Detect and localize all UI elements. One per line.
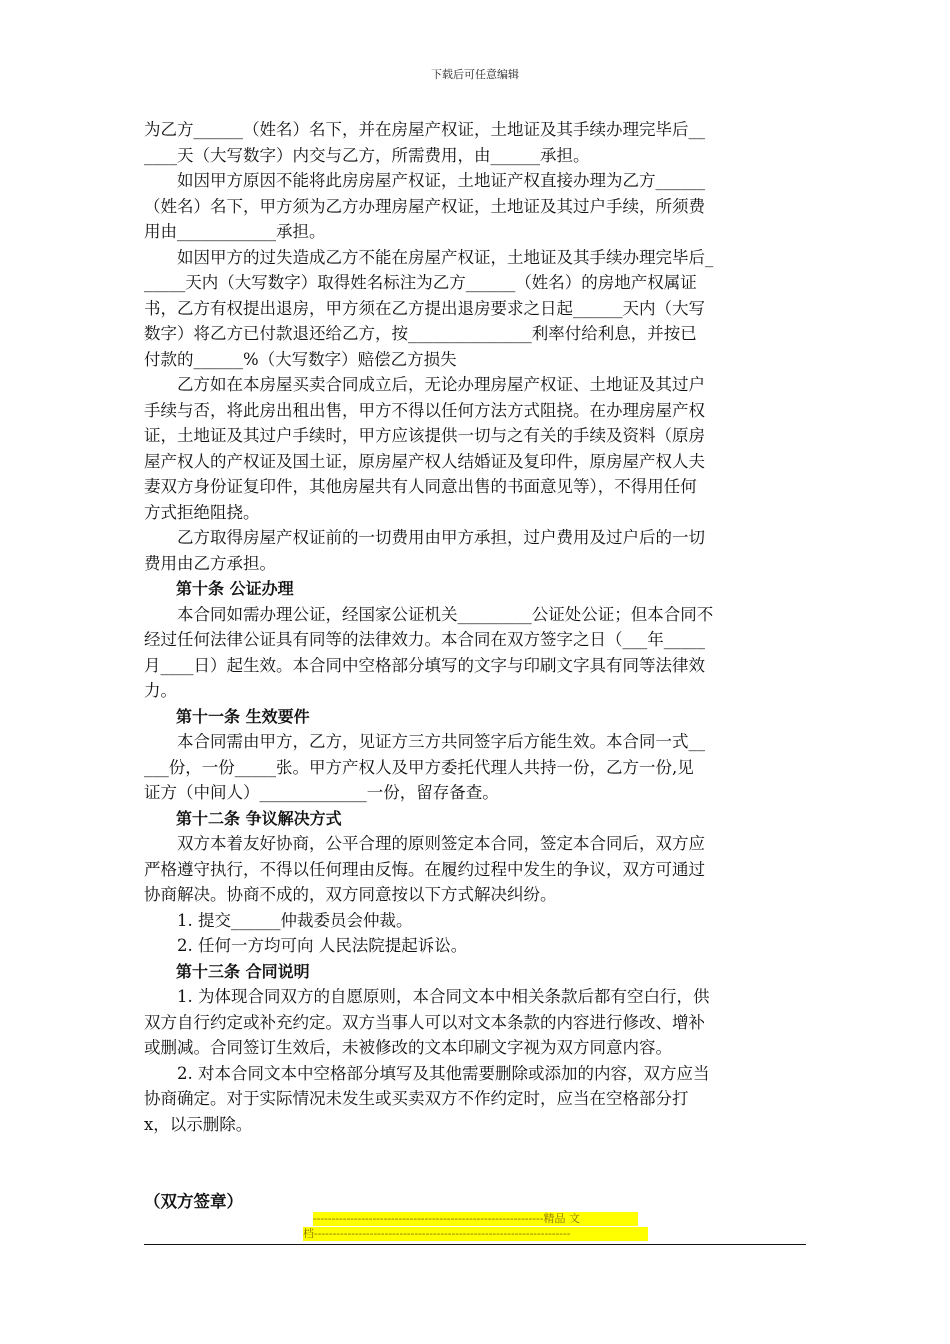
footer-rule [144, 1244, 806, 1245]
section-heading: 第十条 公证办理 [144, 579, 294, 598]
footer-watermark-line-2: 档--------------------------------------------------------------------- [303, 1227, 648, 1241]
text-line: 双方自行约定或补充约定。双方当事人可以对文本条款的内容进行修改、增补 [144, 1012, 705, 1032]
text-line: 协商确定。对于实际情况未发生或买卖双方不作约定时，应当在空格部分打 [144, 1089, 689, 1108]
text-line: 本合同需由甲方，乙方，见证方三方共同签字后方能生效。本合同一式__ [144, 732, 705, 751]
text-line: 2. 任何一方均可向 人民法院提起诉讼。 [144, 936, 468, 955]
text-line: 手续与否，将此房出租出售，甲方不得以任何方法方式阻挠。在办理房屋产权 [144, 400, 705, 420]
footer-watermark-line-1: --------------------------------------------------------------精品 文 [313, 1212, 638, 1226]
text-line: ____天（大写数字）内交与乙方，所需费用，由______承担。 [144, 145, 590, 165]
text-line: 乙方取得房屋产权证前的一切费用由甲方承担，过户费用及过户后的一切 [144, 528, 705, 547]
text-line: 严格遵守执行，不得以任何理由反悔。在履约过程中发生的争议，双方可通过 [144, 859, 705, 879]
signature-label: （双方签章） [144, 1192, 243, 1211]
text-line: 协商解决。协商不成的，双方同意按以下方式解决纠纷。 [144, 885, 557, 904]
text-line: 付款的______%（大写数字）赔偿乙方损失 [144, 349, 457, 369]
text-line: 书，乙方有权提出退房，甲方须在乙方提出退房要求之日起______天内（大写 [144, 298, 705, 318]
text-line: 或删减。合同签订生效后，未被修改的文本印刷文字视为双方同意内容。 [144, 1038, 672, 1057]
text-line: 证方（中间人）_____________一份，留存备查。 [144, 783, 499, 802]
text-line: 如因甲方的过失造成乙方不能在房屋产权证，土地证及其手续办理完毕后_ [144, 247, 714, 267]
text-line: （姓名）名下，甲方须为乙方办理房屋产权证，土地证及其过户手续，所须费 [144, 196, 705, 216]
text-line: 1. 提交______仲裁委员会仲裁。 [144, 910, 413, 930]
contract-body [144, 117, 808, 1137]
text-line: 双方本着友好协商，公平合理的原则签定本合同，签定本合同后，双方应 [144, 834, 705, 853]
text-line: 方式拒绝阻挠。 [144, 502, 260, 522]
text-line: 力。 [144, 681, 177, 700]
text-line: 乙方如在本房屋买卖合同成立后，无论办理房屋产权证、土地证及其过户 [144, 375, 705, 394]
text-line: 妻双方身份证复印件，其他房屋共有人同意出售的书面意见等），不得用任何 [144, 477, 697, 496]
section-heading: 第十一条 生效要件 [144, 706, 310, 726]
page-header: 下载后可任意编辑 [431, 68, 519, 81]
text-line: 数字）将乙方已付款退还给乙方，按_______________利率付给利息，并按已 [144, 324, 697, 343]
section-heading: 第十二条 争议解决方式 [144, 808, 342, 828]
text-line: 证，土地证及其过户手续时，甲方应该提供一切与之有关的手续及资料（原房 [144, 426, 705, 445]
text-line: 经过任何法律公证具有同等的法律效力。本合同在双方签字之日（___年_____ [144, 630, 705, 649]
text-line: 如因甲方原因不能将此房房屋产权证，土地证产权直接办理为乙方______ [144, 171, 705, 190]
text-line: 为乙方______（姓名）名下，并在房屋产权证，土地证及其手续办理完毕后__ [144, 120, 705, 139]
text-line: 1. 为体现合同双方的自愿原则，本合同文本中相关条款后都有空白行，供 [144, 987, 710, 1006]
text-line: ___份，一份_____张。甲方产权人及甲方委托代理人共持一份，乙方一份,见 [144, 757, 694, 777]
text-line: 月____日）起生效。本合同中空格部分填写的文字与印刷文字具有同等法律效 [144, 655, 705, 675]
text-line: 屋产权人的产权证及国土证，原房屋产权人结婚证及复印件，原房屋产权人夫 [144, 451, 705, 471]
text-line: 本合同如需办理公证，经国家公证机关_________公证处公证；但本合同不 [144, 604, 714, 624]
text-line: x，以示删除。 [144, 1114, 253, 1134]
text-line: 费用由乙方承担。 [144, 553, 276, 573]
text-line: _____天内（大写数字）取得姓名标注为乙方______（姓名）的房地产权属证 [144, 273, 697, 292]
text-line: 用由____________承担。 [144, 222, 326, 241]
text-line: 2. 对本合同文本中空格部分填写及其他需要删除或添加的内容，双方应当 [144, 1063, 710, 1083]
section-heading: 第十三条 合同说明 [144, 961, 310, 981]
